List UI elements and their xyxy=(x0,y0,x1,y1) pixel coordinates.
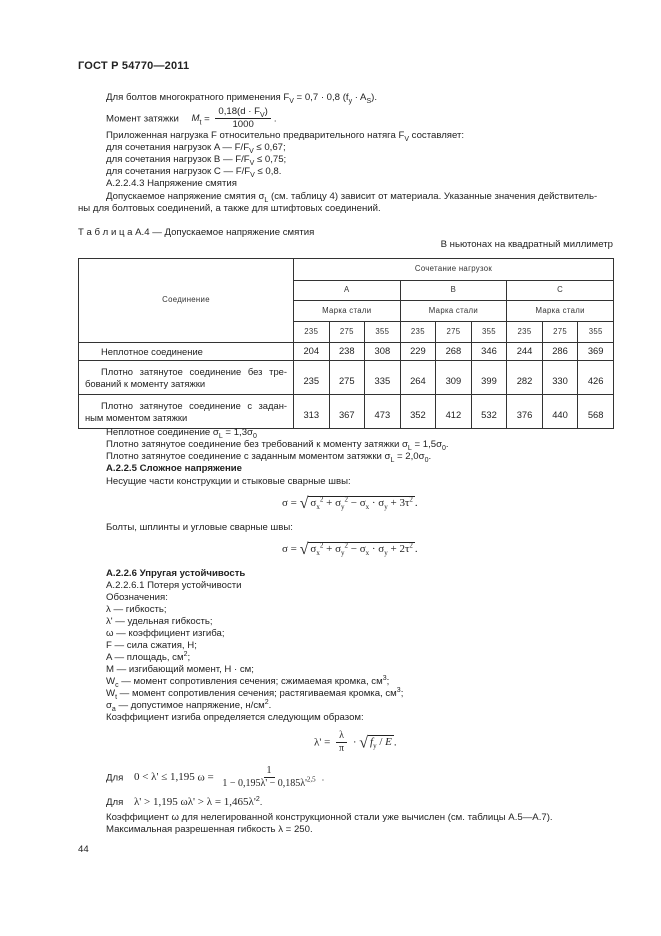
table-cell: 268 xyxy=(436,343,472,361)
table-cell: 244 xyxy=(507,343,543,361)
section-heading-bearing: A.2.2.4.3 Напряжение смятия xyxy=(106,178,237,189)
notation-moment: M — изгибающий момент, Н · см; xyxy=(106,664,254,675)
formula-complex-2: σ = √ $\sigma_x^2 + \sigma_y^2 - \sigma_x \cdot \sigma_y + 2\tau^2$ . xyxy=(282,541,418,558)
row-label: Плотно затянутое соединение без тре- бований к моменту затяжки xyxy=(79,361,294,395)
group-header: Сочетание нагрузок xyxy=(294,259,614,281)
row-label: Плотно затянутое соединение с задан- ным моментом затяжки xyxy=(79,395,294,429)
section-heading-complex: A.2.2.5 Сложное напряжение xyxy=(106,463,242,474)
table-cell: 440 xyxy=(542,395,578,429)
steel-grade-label: Марка стали xyxy=(294,301,401,322)
grade-cell: 355 xyxy=(578,322,614,343)
col-header-connection: Соединение xyxy=(79,259,294,343)
group-b: B xyxy=(400,281,507,301)
table-units: В ньютонах на квадратный миллиметр xyxy=(440,239,613,250)
load-c-line: для сочетания нагрузок C — $F/F_V \le 0,8$. xyxy=(106,166,282,179)
notation-lambda-prime: λ' — удельная гибкость; xyxy=(106,616,213,627)
table-cell: 308 xyxy=(365,343,401,361)
formula-lambda-prime: λ' = $\frac{\lambda}{\pi}$ · √ $f_y$ / E . xyxy=(314,730,397,755)
table-cell: 399 xyxy=(471,361,507,395)
steel-grade-label: Марка стали xyxy=(400,301,507,322)
table-caption: Т а б л и ц а A.4 — Допускаемое напряжение смятия xyxy=(78,227,315,238)
load-line: Приложенная нагрузка F относительно предварительного натяга $F_V$ составляет: xyxy=(106,130,465,143)
load-b-line: для сочетания нагрузок B — $F/F_V \le 0,75$; xyxy=(106,154,287,167)
table-row xyxy=(79,343,614,361)
table-cell: 204 xyxy=(294,343,330,361)
welds-text: Несущие части конструкции и стыковые сварные швы: xyxy=(106,476,351,487)
table-cell: 412 xyxy=(436,395,472,429)
grade-cell: 235 xyxy=(294,322,330,343)
group-a: A xyxy=(294,281,401,301)
omega-note: Коэффициент ω для нелегированной конструкционной стали уже вычислен (см. таблицы A.5—A.7). xyxy=(106,812,553,823)
table-cell: 367 xyxy=(329,395,365,429)
grade-cell: 355 xyxy=(365,322,401,343)
table-cell: 282 xyxy=(507,361,543,395)
section-heading-stability: A.2.2.6 Упругая устойчивость xyxy=(106,568,246,579)
page-number: 44 xyxy=(78,844,89,855)
torque-fraction: $\frac{0,18(d \cdot F_V)}{1000}$ xyxy=(215,106,270,132)
tight-no-torque-note: Плотно затянутое соединение без требований к моменту затяжки $\sigma_L = 1,5\sigma_0$. xyxy=(106,439,449,452)
notation-force: F — сила сжатия, Н; xyxy=(106,640,197,651)
table-cell: 313 xyxy=(294,395,330,429)
table-cell: 568 xyxy=(578,395,614,429)
torque-formula: Момент затяжки $M_t$ = $\frac{0,18(d \cdot F_V)}{1000}$ . xyxy=(106,106,277,131)
grade-cell: 275 xyxy=(436,322,472,343)
table-cell: 309 xyxy=(436,361,472,395)
bearing-stress-text-cont: ны для болтовых соединений, а также для штифтовых соединений. xyxy=(78,203,381,214)
table-cell: 286 xyxy=(542,343,578,361)
bolt-reuse-line: Для болтов многократного применения $F_V = 0,7 \cdot 0,8$ $(f_y \cdot A_S)$. xyxy=(106,92,378,105)
grade-cell: 275 xyxy=(329,322,365,343)
notation-label: Обозначения: xyxy=(106,592,168,603)
formula-complex-1: σ = √ $\sigma_x^2 + \sigma_y^2 - \sigma_x \cdot \sigma_y + 3\tau^2$ . xyxy=(282,495,418,512)
table-row xyxy=(79,395,614,429)
grade-cell: 275 xyxy=(542,322,578,343)
table-cell: 473 xyxy=(365,395,401,429)
row-label: Неплотное соединение xyxy=(79,343,294,361)
notation-omega: ω — коэффициент изгиба; xyxy=(106,628,225,639)
table-cell: 235 xyxy=(294,361,330,395)
table-row xyxy=(79,361,614,395)
notation-sigma-a: $\sigma_a$ — допустимое напряжение, $н/см^2$. xyxy=(106,698,272,713)
condition-1: Для 0 < λ' ≤ 1,195 ω = $\frac{1}{1 - 0,195\lambda' - 0,185\lambda'^{2,5}}$ . xyxy=(106,765,325,790)
tight-torque-note: Плотно затянутое соединение с заданным моментом затяжки $\sigma_L = 2,0\sigma_0$. xyxy=(106,451,432,464)
table-cell: 352 xyxy=(400,395,436,429)
grade-cell: 235 xyxy=(507,322,543,343)
table-cell: 426 xyxy=(578,361,614,395)
bolts-text: Болты, шплинты и угловые сварные швы: xyxy=(106,522,293,533)
condition-2: Для λ' > 1,195 $\omega\lambda' > \lambda = 1,465\lambda'^2$. xyxy=(106,795,263,808)
table-cell: 229 xyxy=(400,343,436,361)
table-cell: 335 xyxy=(365,361,401,395)
table-cell: 330 xyxy=(542,361,578,395)
load-a-line: для сочетания нагрузок A — $F/F_V \le 0,67$; xyxy=(106,142,286,155)
notation-lambda: λ — гибкость; xyxy=(106,604,167,615)
grade-cell: 235 xyxy=(400,322,436,343)
table-cell: 264 xyxy=(400,361,436,395)
buckling-heading: A.2.2.6.1 Потеря устойчивости xyxy=(106,580,242,591)
steel-grade-label: Марка стали xyxy=(507,301,614,322)
max-slenderness: Максимальная разрешенная гибкость λ = 250. xyxy=(106,824,313,835)
table-cell: 376 xyxy=(507,395,543,429)
group-c: C xyxy=(507,281,614,301)
grade-cell: 355 xyxy=(471,322,507,343)
table-cell: 346 xyxy=(471,343,507,361)
notation-wt: $W_t$ — момент сопротивления сечения; растягиваемая кромка, $см^3$; xyxy=(106,686,404,701)
table-cell: 238 xyxy=(329,343,365,361)
table-cell: 532 xyxy=(471,395,507,429)
table-cell: 369 xyxy=(578,343,614,361)
document-header: ГОСТ Р 54770—2011 xyxy=(78,60,190,72)
bearing-stress-table xyxy=(78,258,614,429)
loose-connection-note: Неплотное соединение $\sigma_L = 1,3\sigma_0$ xyxy=(106,427,257,440)
bearing-stress-text: Допускаемое напряжение смятия $\sigma_L$ (см. таблицу 4) зависит от материала. Указанные значения действитель- xyxy=(106,191,598,204)
table-cell: 275 xyxy=(329,361,365,395)
notation-wc: $W_c$ — момент сопротивления сечения; сжимаемая кромка, $см^3$; xyxy=(106,674,390,689)
notation-area: A — площадь, $см^2$; xyxy=(106,650,191,663)
bending-coefficient-text: Коэффициент изгиба определяется следующим образом: xyxy=(106,712,364,723)
